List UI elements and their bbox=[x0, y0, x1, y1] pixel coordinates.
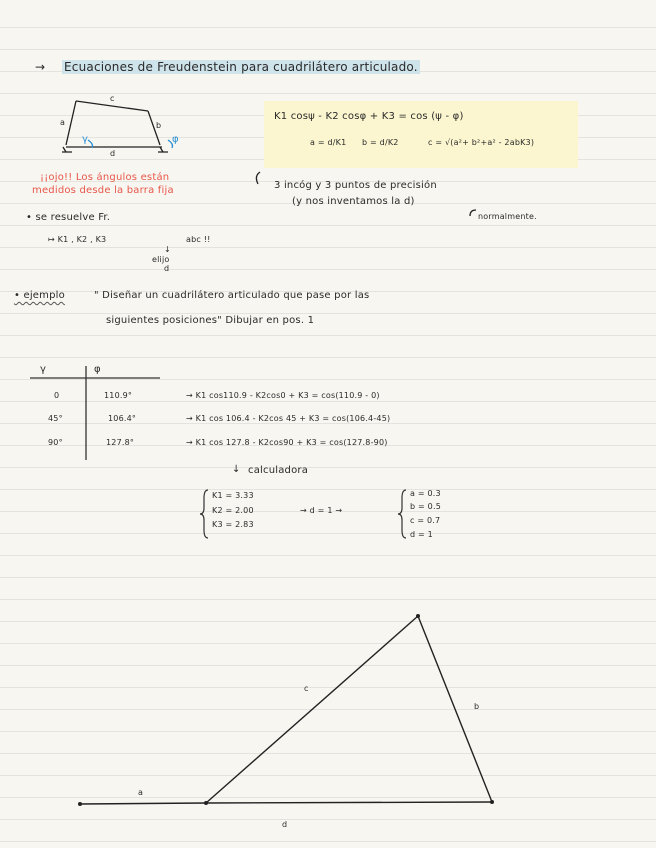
table-row-3-g: 90° bbox=[48, 438, 63, 447]
result-d: d = 1 bbox=[410, 530, 433, 539]
k3-value: K3 = 2.83 bbox=[212, 520, 254, 529]
big-link-c bbox=[206, 616, 418, 803]
title-arrow: → bbox=[35, 60, 46, 74]
table-row-2-p: 106.4° bbox=[108, 414, 137, 423]
table-row-3-eq: → K1 cos 127.8 - K2cos90 + K3 = cos(127.8-90) bbox=[186, 438, 388, 447]
joint-2 bbox=[204, 801, 208, 805]
label-c: c bbox=[110, 94, 115, 103]
k2-value: K2 = 2.00 bbox=[212, 506, 254, 515]
formula-main: K1 cosψ - K2 cosφ + K3 = cos (ψ - φ) bbox=[274, 111, 464, 122]
table-row-1-p: 110.9° bbox=[104, 391, 133, 400]
example-line1: " Diseñar un cuadrilátero articulado que pase por las bbox=[94, 290, 370, 301]
unknowns-line2: (y nos inventamos la d) bbox=[292, 196, 415, 207]
k1-value: K1 = 3.33 bbox=[212, 491, 254, 500]
label-a: a bbox=[60, 118, 66, 127]
unknowns-normally: normalmente. bbox=[478, 212, 537, 221]
table-row-2-g: 45° bbox=[48, 414, 63, 423]
big-label-b: b bbox=[474, 702, 480, 711]
label-b: b bbox=[156, 121, 162, 130]
small-brace bbox=[470, 210, 476, 216]
table-row-2-eq: → K1 cos 106.4 - K2cos 45 + K3 = cos(106.4-45) bbox=[186, 414, 391, 423]
d-equation: → d = 1 → bbox=[300, 506, 343, 515]
example-label: • ejemplo bbox=[14, 290, 65, 301]
page-title-text: Ecuaciones de Freudenstein para cuadrilátero articulado. bbox=[64, 60, 418, 74]
solve-abc: abc !! bbox=[186, 235, 211, 244]
calc-arrow: ↓ bbox=[232, 464, 241, 475]
solve-arrow: ↦ K1 , K2 , K3 bbox=[48, 235, 107, 244]
joint-1 bbox=[78, 802, 82, 806]
result-a: a = 0.3 bbox=[410, 489, 441, 498]
big-link-d bbox=[206, 802, 492, 803]
formula-a: a = d/K1 bbox=[310, 138, 347, 147]
label-gamma: γ bbox=[82, 134, 89, 145]
label-phi: φ bbox=[172, 134, 179, 145]
result-brace bbox=[398, 490, 406, 538]
solve-down: ↓ bbox=[164, 245, 171, 254]
table-header-phi: φ bbox=[94, 364, 101, 375]
big-label-a: a bbox=[138, 788, 144, 797]
link-a bbox=[66, 101, 76, 145]
linkage-big bbox=[80, 616, 492, 804]
solve-bullet: • se resuelve Fr. bbox=[26, 212, 111, 223]
big-link-b bbox=[418, 616, 492, 802]
k-brace bbox=[200, 490, 208, 538]
brace-curve bbox=[256, 172, 260, 184]
calc-label: calculadora bbox=[248, 465, 309, 476]
table-row-3-p: 127.8° bbox=[106, 438, 135, 447]
result-b: b = 0.5 bbox=[410, 502, 441, 511]
table-header-gamma: γ bbox=[40, 364, 47, 375]
solve-choose: elijo bbox=[152, 255, 170, 264]
unknowns-line1: 3 incóg y 3 puntos de precisión bbox=[274, 180, 437, 191]
solve-d: d bbox=[164, 264, 170, 273]
formula-c: c = √(a²+ b²+a² - 2abK3) bbox=[428, 138, 535, 147]
big-label-c: c bbox=[304, 684, 309, 693]
table-row-1-g: 0 bbox=[54, 391, 60, 400]
label-d: d bbox=[110, 149, 116, 158]
result-c: c = 0.7 bbox=[410, 516, 441, 525]
note-red-2: medidos desde la barra fija bbox=[32, 185, 174, 196]
table-row-1-eq: → K1 cos110.9 - K2cos0 + K3 = cos(110.9 - 0) bbox=[186, 391, 380, 400]
example-line2: siguientes posiciones" Dibujar en pos. 1 bbox=[106, 315, 315, 326]
joint-3 bbox=[416, 614, 420, 618]
formula-b: b = d/K2 bbox=[362, 138, 399, 147]
big-link-a bbox=[80, 803, 206, 804]
note-red-1: ¡¡ojo!! Los ángulos están bbox=[40, 172, 170, 183]
big-label-d: d bbox=[282, 820, 288, 829]
joint-4 bbox=[490, 800, 494, 804]
